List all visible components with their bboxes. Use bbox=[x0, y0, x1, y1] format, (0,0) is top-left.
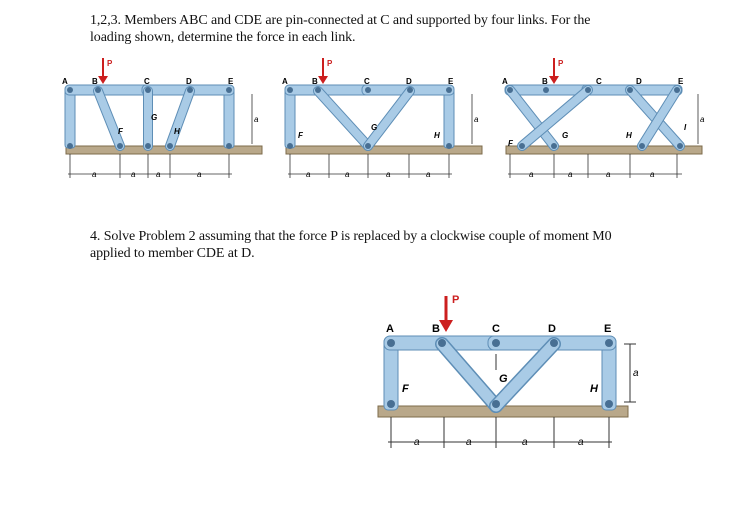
fig3-label-G: G bbox=[562, 131, 569, 140]
fig4-label-A: A bbox=[386, 323, 394, 335]
problem-1-3-statement bbox=[90, 12, 650, 46]
link-BF-fill bbox=[98, 91, 120, 146]
fig2-label-B: B bbox=[312, 77, 318, 86]
problem-4-line-1: 4. Solve Problem 2 assuming that the force P is replaced by a clockwise couple of moment M0 bbox=[90, 229, 612, 244]
fig4-dim-a-2: a bbox=[466, 437, 472, 448]
link-DH-fill bbox=[170, 91, 190, 146]
fig4-label-F: F bbox=[402, 383, 409, 395]
dim-a-2: a bbox=[131, 170, 136, 179]
label-A: A bbox=[62, 77, 68, 86]
label-G: G bbox=[151, 113, 158, 122]
fig4-label-P: P bbox=[452, 294, 460, 306]
label-P: P bbox=[107, 59, 113, 68]
label-D: D bbox=[186, 77, 192, 86]
load-P-arrowhead bbox=[98, 76, 108, 84]
fig4-dim-a-1: a bbox=[414, 437, 420, 448]
dim-a-1: a bbox=[92, 170, 97, 179]
fig3-dim-a-4: a bbox=[650, 170, 655, 179]
fig2-label-P: P bbox=[327, 59, 333, 68]
dim-a-3: a bbox=[156, 170, 161, 179]
fig2-dim-a-2: a bbox=[345, 170, 350, 179]
label-C: C bbox=[144, 77, 150, 86]
fig3-label-D: D bbox=[636, 77, 642, 86]
fig3-label-H: H bbox=[626, 131, 632, 140]
fig2-dim-a-4: a bbox=[426, 170, 431, 179]
fig4-label-B: B bbox=[432, 323, 440, 335]
dim-height-label: a bbox=[254, 115, 259, 124]
fig3-label-P: P bbox=[558, 59, 564, 68]
link-AF bbox=[65, 88, 75, 148]
fig4-label-H: H bbox=[590, 383, 598, 395]
fig2-dim-height-label: a bbox=[474, 115, 479, 124]
fig2-label-G: G bbox=[371, 123, 378, 132]
fig4-dim-a-3: a bbox=[522, 437, 528, 448]
dim-a-4: a bbox=[197, 170, 202, 179]
fig4-label-G: G bbox=[499, 373, 508, 385]
fig3-label-C: C bbox=[596, 77, 602, 86]
label-H: H bbox=[174, 127, 180, 136]
fig4-label-D: D bbox=[548, 323, 556, 335]
fig3-label-I: I bbox=[684, 123, 687, 132]
fig2-label-D: D bbox=[406, 77, 412, 86]
label-E: E bbox=[228, 77, 234, 86]
figure-problem-2 bbox=[282, 54, 492, 184]
label-F: F bbox=[118, 127, 123, 136]
fig2-dim-a-3: a bbox=[386, 170, 391, 179]
fig3-dim-a-1: a bbox=[529, 170, 534, 179]
fig3-dim-a-3: a bbox=[606, 170, 611, 179]
fig2-label-F: F bbox=[298, 131, 303, 140]
fig4-label-E: E bbox=[604, 323, 612, 335]
fig4-label-C: C bbox=[492, 323, 500, 335]
problem-4-statement bbox=[90, 228, 650, 262]
fig2-label-A: A bbox=[282, 77, 288, 86]
fig3-dim-height-label: a bbox=[700, 115, 705, 124]
fig4-dim-height-label: a bbox=[633, 368, 639, 379]
figure-problem-1 bbox=[62, 54, 272, 184]
label-B: B bbox=[92, 77, 98, 86]
fig2-label-H: H bbox=[434, 131, 440, 140]
fig3-label-B: B bbox=[542, 77, 548, 86]
fig2-label-E: E bbox=[448, 77, 454, 86]
fig4-dim-a-4: a bbox=[578, 437, 584, 448]
fig3-label-A: A bbox=[502, 77, 508, 86]
problem-4-line-2: applied to member CDE at D. bbox=[90, 246, 255, 261]
problem-1-3-line-2: loading shown, determine the force in each link. bbox=[90, 30, 356, 45]
fig3-label-F: F bbox=[508, 139, 513, 148]
figure-problem-4 bbox=[376, 286, 650, 456]
figure-problem-3 bbox=[502, 54, 712, 184]
fig2-dim-a-1: a bbox=[306, 170, 311, 179]
link-EH bbox=[224, 88, 234, 148]
fig3-label-E: E bbox=[678, 77, 684, 86]
fig2-label-C: C bbox=[364, 77, 370, 86]
problem-1-3-line-1: 1,2,3. Members ABC and CDE are pin-connected at C and supported by four links. For the bbox=[90, 13, 591, 28]
fig3-dim-a-2: a bbox=[568, 170, 573, 179]
